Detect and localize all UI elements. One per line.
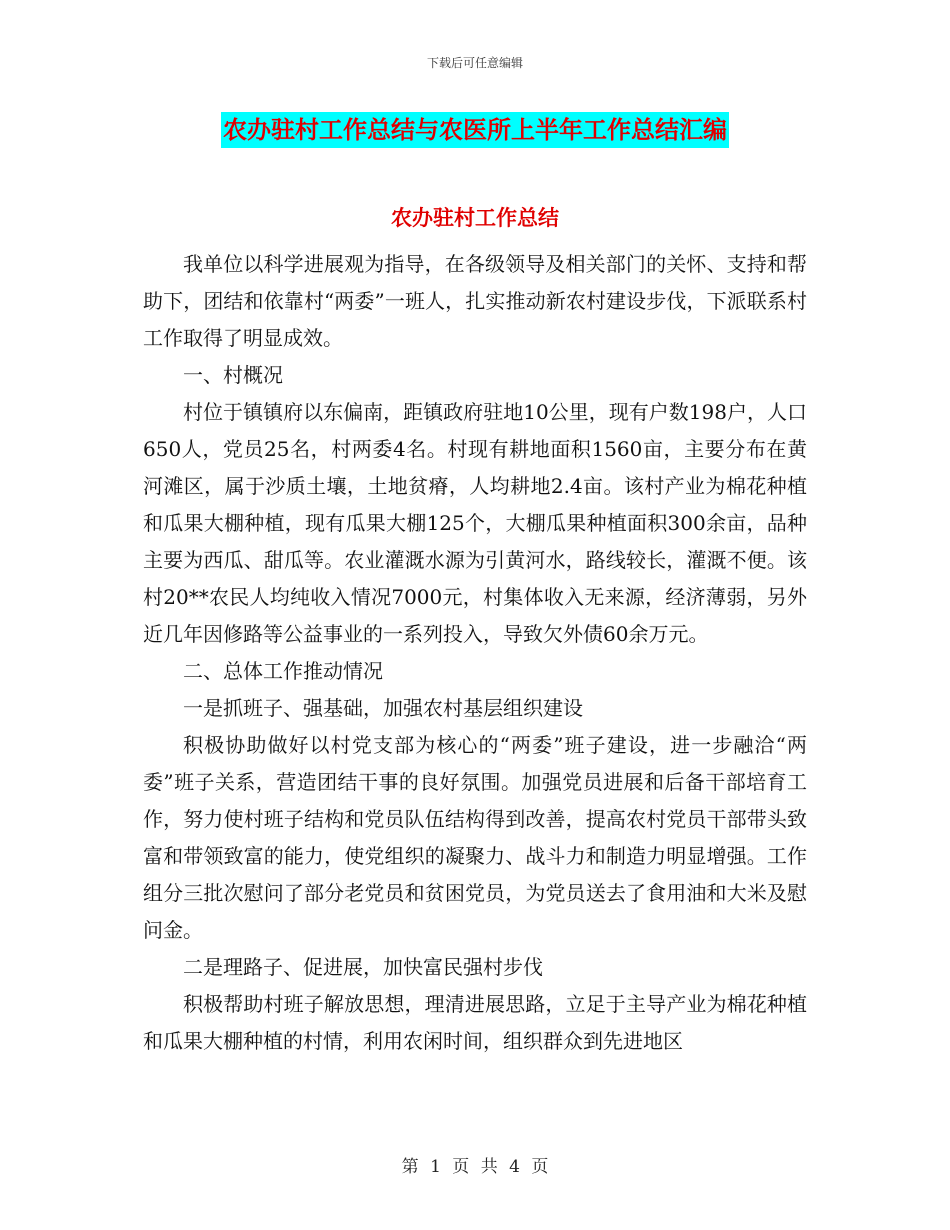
page-number-footer: 第 1 页 共 4 页 xyxy=(401,1157,549,1177)
paragraph: 积极帮助村班子解放思想，理清进展思路，立足于主导产业为棉花种植和瓜果大棚种植的村情，利用农闲时间，组织群众到先进地区 xyxy=(143,992,807,1053)
paragraph: 一、村概况 xyxy=(183,363,283,387)
paragraph: 一是抓班子、强基础，加强农村基层组织建设 xyxy=(183,696,583,720)
header-note: 下载后可任意编辑 xyxy=(426,56,523,70)
paragraph: 村位于镇镇府以东偏南，距镇政府驻地10公里，现有户数198户，人口650人，党员25名，村两委4名。村现有耕地面积1560亩，主要分布在黄河滩区，属于沙质土壤，土地贫瘠，人均耕地2.4亩。该村产业为棉花种植和瓜果大棚种植，现有瓜果大棚125个，大棚瓜果种植面积300余亩，品种主要为西瓜、甜瓜等。农业灌溉水源为引黄河水，路线较长，灌溉不便。该村20**农民人均纯收入情况7000元，村集体收入无来源，经济薄弱，另外近几年因修路等公益事业的一系列投入，导致欠外债60余万元。 xyxy=(143,400,807,646)
main-title-container xyxy=(0,112,950,148)
document-body xyxy=(143,246,807,1060)
paragraph: 我单位以科学进展观为指导，在各级领导及相关部门的关怀、支持和帮助下，团结和依靠村“两委”一班人，扎实推动新农村建设步伐，下派联系村工作取得了明显成效。 xyxy=(143,252,807,350)
main-title: 农办驻村工作总结与农医所上半年工作总结汇编 xyxy=(221,112,729,148)
section-title: 农办驻村工作总结 xyxy=(391,206,559,230)
paragraph: 二是理路子、促进展，加快富民强村步伐 xyxy=(183,955,543,979)
paragraph: 积极协助做好以村党支部为核心的“两委”班子建设，进一步融洽“两委”班子关系，营造团结干事的良好氛围。加强党员进展和后备干部培育工作，努力使村班子结构和党员队伍结构得到改善，提高农村党员干部带头致富和带领致富的能力，使党组织的凝聚力、战斗力和制造力明显增强。工作组分三批次慰问了部分老党员和贫困党员，为党员送去了食用油和大米及慰问金。 xyxy=(143,733,807,942)
paragraph: 二、总体工作推动情况 xyxy=(183,659,383,683)
